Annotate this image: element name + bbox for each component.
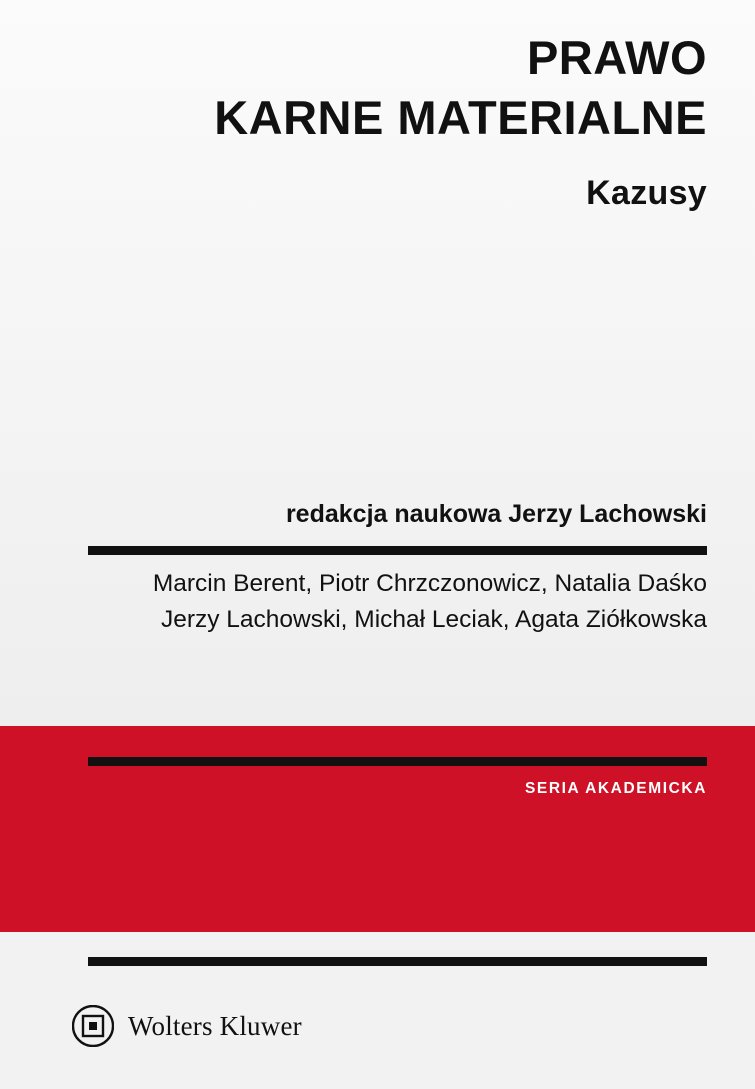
authors-row-1: Marcin Berent, Piotr Chrzczonowicz, Natalia Daśko: [152, 570, 707, 597]
authors-block: [47, 566, 707, 637]
divider-above-series: [88, 757, 707, 766]
series-label: SERIA AKADEMICKA: [524, 780, 707, 797]
title-block: [67, 28, 707, 213]
editor-credit: redakcja naukowa Jerzy Lachowski: [285, 500, 707, 528]
subtitle: Kazusy: [586, 174, 707, 213]
title-line-1: PRAWO: [526, 31, 707, 84]
title-line-2: KARNE MATERIALNE: [214, 91, 707, 145]
divider-above-logo: [88, 957, 707, 966]
authors-row-2: Jerzy Lachowski, Michał Leciak, Agata Ziółkowska: [160, 605, 707, 633]
publisher-logo: [72, 1005, 302, 1047]
wolters-kluwer-mark-icon: [72, 1005, 114, 1047]
publisher-name: Wolters Kluwer: [128, 1010, 302, 1041]
divider-above-authors: [88, 546, 707, 555]
